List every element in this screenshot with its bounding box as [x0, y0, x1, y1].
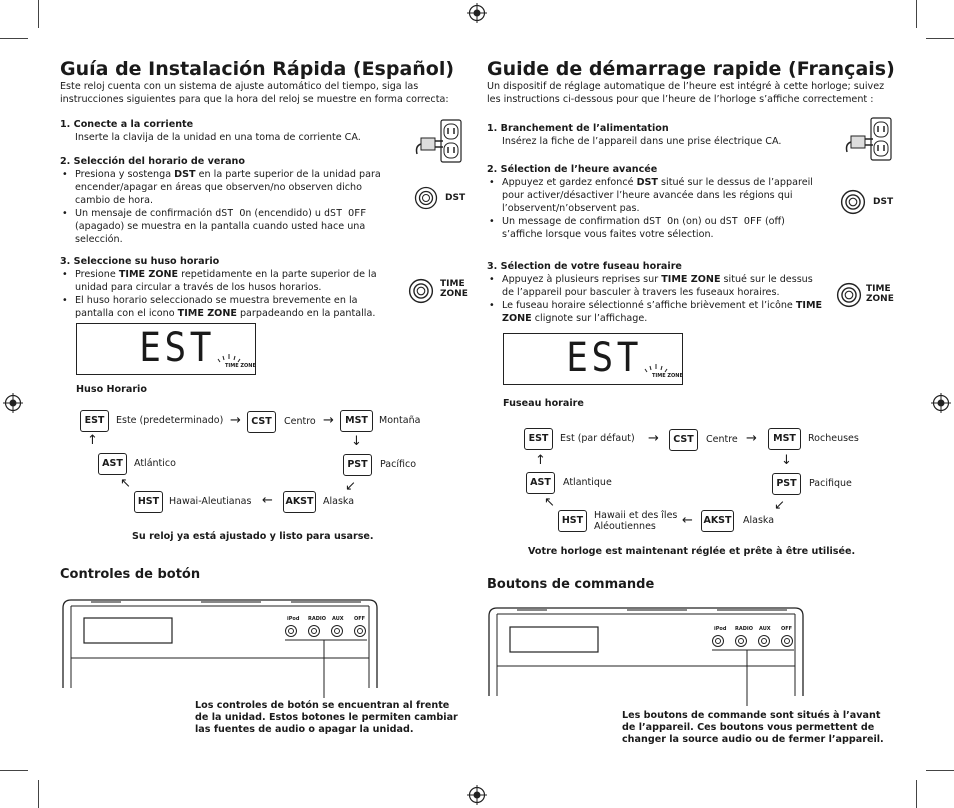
intro-fr: Un dispositif de réglage automatique de l’heure est intégré à cette horloge; suivez les instructions ci-dessous pour que l’heure de l’horloge s’affiche correctement :	[487, 81, 885, 105]
bullet-item: • Le fuseau horaire sélectionné s’affiche brièvement et l’icône TIME ZONE clignote sur l’affichage.	[487, 299, 827, 325]
intro-es: Este reloj cuenta con un sistema de ajuste automático del tiempo, siga las instrucciones siguientes para que la hora del reloj se muestre en forma correcta:	[60, 81, 449, 105]
crop-mark	[926, 770, 954, 771]
section-3-es	[60, 255, 390, 320]
arrow-down-left-icon: ↙	[345, 479, 356, 494]
zone-badge-hst: HST	[134, 491, 163, 513]
wall-outlet-plug-icon	[413, 118, 465, 166]
section-heading: 1. Branchement de l’alimentation	[487, 123, 669, 134]
lcd-main-text: EST	[566, 335, 643, 381]
registration-mark-icon	[467, 3, 487, 23]
arrow-left-icon: ←	[262, 493, 273, 508]
device-illustration	[61, 598, 379, 688]
lcd-time-zone-icon: TIME ZONE	[652, 373, 683, 379]
blink-rays-icon	[644, 362, 668, 374]
zone-label-akst: Alaska	[743, 515, 775, 526]
zone-label-cst: Centro	[284, 416, 316, 427]
ready-message: Votre horloge est maintenant réglée et prête à être utilisée.	[528, 546, 856, 557]
arrow-up-left-icon: ↖	[544, 495, 555, 510]
section-heading: 2. Selección del horario de verano	[60, 156, 245, 167]
zone-badge-pst: PST	[343, 454, 372, 476]
zone-label-pst: Pacífico	[380, 459, 417, 470]
arrow-down-left-icon: ↙	[774, 498, 785, 513]
arrow-down-icon: ↓	[351, 434, 362, 449]
arrow-right-icon: →	[323, 413, 334, 428]
zone-label-mst: Rocheuses	[808, 433, 859, 444]
device-illustration	[487, 606, 805, 696]
arrow-up-left-icon: ↖	[120, 476, 131, 491]
crop-mark	[916, 780, 917, 808]
zone-badge-ast: AST	[98, 453, 127, 475]
registration-mark-icon	[3, 393, 23, 413]
zone-label-mst: Montaña	[379, 415, 421, 426]
page-title-es: Guía de Instalación Rápida (Español)	[60, 58, 455, 80]
device-buttons-icon	[282, 623, 370, 639]
bullet-item: • Un mensaje de confirmación dST On (encendido) u dST OFF (apagado) se muestra en la pantalla cuando usted hace una selección.	[60, 207, 390, 246]
lcd-display	[503, 333, 683, 385]
callout-line	[709, 648, 797, 710]
controls-note-fr: Les boutons de commande sont situés à l’avant de l’appareil. Ces boutons vous permettent de changer la source audio ou de fermer l’appareil.	[622, 710, 884, 745]
section-text: Inserte la clavija de la unidad en una toma de corriente CA.	[75, 132, 361, 143]
dst-button-icon	[414, 186, 438, 210]
crop-mark	[916, 0, 917, 28]
section-3-fr	[487, 260, 827, 325]
registration-mark-icon	[931, 393, 951, 413]
zone-badge-hst: HST	[558, 510, 587, 532]
device-button-label-ipod: iPod	[287, 616, 300, 622]
bullet-item: • Presione TIME ZONE repetidamente en la parte superior de la unidad para circular a través de los husos horarios.	[60, 268, 390, 294]
zone-badge-pst: PST	[772, 473, 801, 495]
zone-badge-ast: AST	[526, 472, 555, 494]
controls-note-es: Los controles de botón se encuentran al frente de la unidad. Estos botones le permiten cambiar las fuentes de audio o apagar la unidad.	[195, 700, 458, 735]
zone-badge-akst: AKST	[283, 491, 316, 513]
section-1-es	[60, 118, 390, 144]
crop-mark	[0, 38, 28, 39]
crop-mark	[38, 780, 39, 808]
crop-mark	[38, 0, 39, 28]
bullet-item: • Appuyez et gardez enfoncé DST situé sur le dessus de l’appareil pour activer/désactiver l’heure avancée dans les régions qui l’observent/n’observent pas.	[487, 176, 827, 215]
lcd-text-dst-on: dST On	[215, 208, 252, 219]
zone-label-pst: Pacifique	[809, 478, 852, 489]
blink-rays-icon	[217, 352, 241, 364]
zone-label-hst: Hawai-Aleutianas	[169, 496, 252, 507]
zone-badge-mst: MST	[340, 410, 373, 432]
arrow-down-icon: ↓	[781, 453, 792, 468]
time-zone-button-icon	[408, 278, 434, 304]
zone-label-hst: Hawaii et des îles Aléoutiennes	[594, 510, 678, 532]
zone-badge-mst: MST	[768, 428, 801, 450]
zone-label-cst: Centre	[706, 434, 738, 445]
ready-message: Su reloj ya está ajustado y listo para usarse.	[132, 531, 374, 542]
registration-mark-icon	[467, 785, 487, 805]
dst-label: DST	[445, 193, 466, 203]
lcd-display	[76, 323, 256, 375]
arrow-left-icon: ←	[682, 513, 693, 528]
section-heading: 1. Conecte a la corriente	[60, 119, 194, 130]
arrow-right-icon: →	[230, 413, 241, 428]
section-heading: 3. Seleccione su huso horario	[60, 256, 220, 267]
time-zone-label: TIME ZONE	[440, 279, 468, 299]
crop-mark	[0, 770, 28, 771]
time-zone-button-icon	[836, 282, 862, 308]
lcd-text-dst-off: dST OFF	[324, 208, 367, 219]
zone-badge-cst: CST	[669, 429, 698, 451]
lcd-time-zone-icon: TIME ZONE	[225, 363, 256, 369]
section-1-fr	[487, 122, 827, 148]
dst-button-icon	[840, 189, 866, 215]
crop-mark	[926, 38, 954, 39]
lcd-main-text: EST	[139, 325, 216, 371]
lcd-text-dst-on: dST On	[643, 216, 680, 227]
controls-title-fr: Boutons de commande	[487, 577, 655, 592]
device-button-label-off: OFF	[354, 616, 366, 622]
zone-badge-cst: CST	[247, 411, 276, 433]
zone-badge-est: EST	[80, 410, 109, 432]
diagram-caption: Huso Horario	[76, 384, 147, 395]
device-button-label-radio: RADIO	[308, 616, 326, 622]
arrow-up-icon: ↑	[535, 453, 546, 468]
zone-label-ast: Atlantique	[563, 477, 612, 488]
zone-badge-akst: AKST	[701, 510, 734, 532]
zone-label-ast: Atlántico	[134, 458, 176, 469]
zone-label-est: Est (par défaut)	[560, 433, 635, 444]
device-button-label-off: OFF	[781, 626, 793, 632]
section-2-fr	[487, 163, 827, 241]
device-buttons-icon	[709, 633, 797, 649]
arrow-up-icon: ↑	[87, 433, 98, 448]
bullet-item: • Appuyez à plusieurs reprises sur TIME ZONE situé sur le dessus de l’appareil pour basculer à travers les fuseaux horaires.	[487, 273, 827, 299]
section-heading: 3. Sélection de votre fuseau horaire	[487, 261, 682, 272]
device-button-label-aux: AUX	[332, 616, 344, 622]
section-2-es	[60, 155, 390, 246]
time-zone-label: TIME ZONE	[866, 284, 894, 304]
arrow-right-icon: →	[746, 431, 757, 446]
wall-outlet-plug-icon	[843, 116, 895, 164]
bullet-item: • Un message de confirmation dST On (on) ou dST OFF (off) s’affiche lorsque vous faites votre sélection.	[487, 215, 827, 241]
bullet-item: • El huso horario seleccionado se muestra brevemente en la pantalla con el icono TIME ZONE parpadeando en la pantalla.	[60, 294, 390, 320]
controls-title-es: Controles de botón	[60, 567, 201, 582]
zone-label-akst: Alaska	[323, 496, 355, 507]
diagram-caption: Fuseau horaire	[503, 398, 584, 409]
zone-badge-est: EST	[524, 428, 553, 450]
device-button-label-aux: AUX	[759, 626, 771, 632]
page-title-fr: Guide de démarrage rapide (Français)	[487, 58, 895, 80]
device-button-label-ipod: iPod	[714, 626, 727, 632]
callout-line	[282, 638, 370, 700]
section-text: Insérez la fiche de l’appareil dans une prise électrique CA.	[502, 136, 782, 147]
section-heading: 2. Sélection de l’heure avancée	[487, 164, 658, 175]
lcd-text-dst-off: dST OFF	[719, 216, 762, 227]
arrow-right-icon: →	[648, 431, 659, 446]
bullet-item: • Presiona y sostenga DST en la parte superior de la unidad para encender/apagar en áreas que observen/no observen dicho cambio de hora.	[60, 168, 390, 207]
device-button-label-radio: RADIO	[735, 626, 753, 632]
zone-label-est: Este (predeterminado)	[116, 415, 224, 426]
dst-label: DST	[873, 197, 894, 207]
